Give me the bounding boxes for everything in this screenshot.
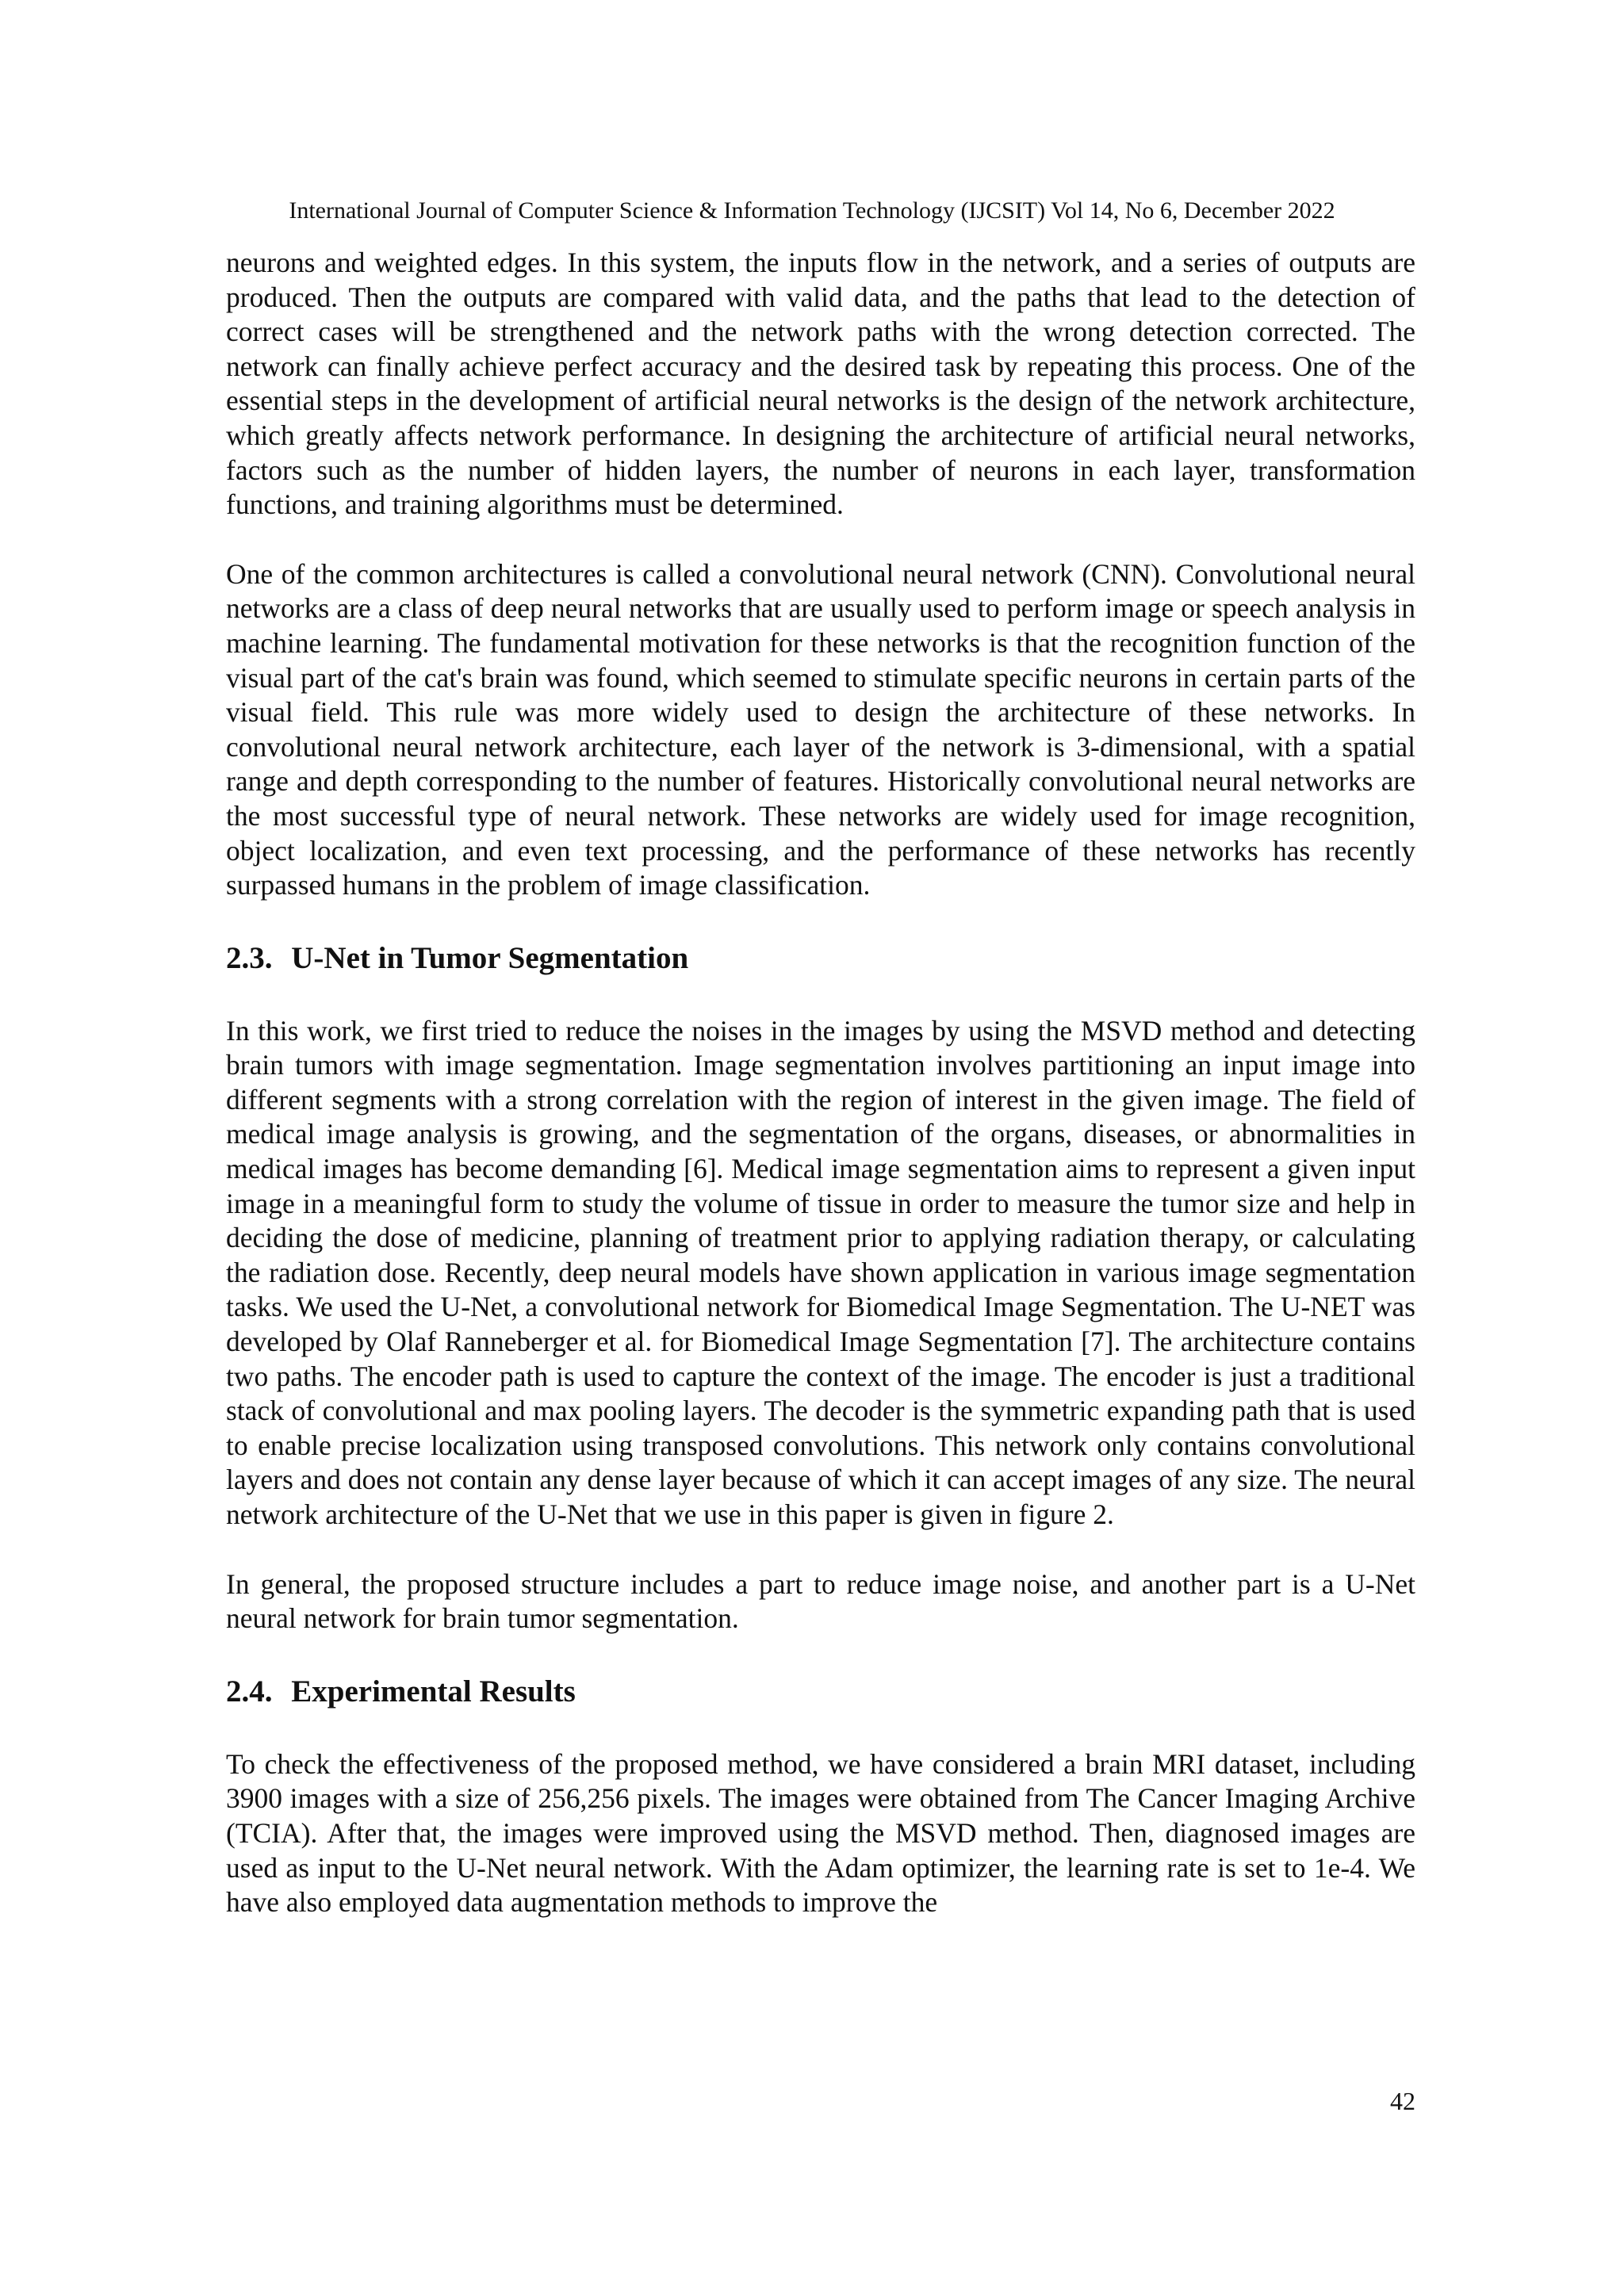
paragraph-cnn: One of the common architectures is called a convolutional neural network (CNN). Convolutional neural networks are a class of deep neural networks that are usually used to perform image or speech analysis in machine learning. The fundamental motivation for these networks is that the recognition function of the visual part of the cat's brain was found, which seemed to stimulate specific neurons in certain parts of the visual field. This rule was more widely used to design the architecture of these networks. In convolutional neural network architecture, each layer of the network is 3-dimensional, with a spatial range and depth corresponding to the number of features. Historically convolutional neural networks are the most successful type of neural network. These networks are widely used for image recognition, object localization, and even text processing, and the performance of these networks has recently surpassed humans in the problem of image classification. (226, 557, 1415, 901)
paragraph-ann-training: neurons and weighted edges. In this system, the inputs flow in the network, and a series of outputs are produced. Then the outputs are compared with valid data, and the paths that lead to the detection of correct cases will be strengthened and the network paths with the wrong detection corrected. The network can finally achieve perfect accuracy and the desired task by repeating this process. One of the essential steps in the development of artificial neural networks is the design of the network architecture, which greatly affects network performance. In designing the architecture of artificial neural networks, factors such as the number of hidden layers, the number of neurons in each layer, transformation functions, and training algorithms must be determined. (226, 247, 1415, 521)
page-body (226, 246, 1415, 1955)
paragraph-proposed-structure: In general, the proposed structure includes a part to reduce image noise, and another part is a U-Net neural network for brain tumor segmentation. (226, 1567, 1415, 1635)
page-number: 42 (1390, 2087, 1415, 2115)
section-heading-2-3 (226, 938, 1415, 978)
section-number: 2.3. (226, 940, 273, 975)
section-title: U-Net in Tumor Segmentation (291, 940, 689, 975)
section-title: Experimental Results (291, 1674, 576, 1709)
section-number: 2.4. (226, 1674, 273, 1709)
running-header: International Journal of Computer Science & Information Technology (IJCSIT) Vol 14, No 6, December 2022 (289, 197, 1335, 224)
paragraph-unet: In this work, we first tried to reduce the noises in the images by using the MSVD method and detecting brain tumors with image segmentation. Image segmentation involves partitioning an input image into different segments with a strong correlation with the region of interest in the given image. The field of medical image analysis is growing, and the segmentation of the organs, diseases, or abnormalities in medical images has become demanding [6]. Medical image segmentation aims to represent a given input image in a meaningful form to study the volume of tissue in order to measure the tumor size and help in deciding the dose of medicine, planning of treatment prior to applying radiation therapy, or calculating the radiation dose. Recently, deep neural models have shown application in various image segmentation tasks. We used the U-Net, a convolutional network for Biomedical Image Segmentation. The U-NET was developed by Olaf Ranneberger et al. for Biomedical Image Segmentation [7]. The architecture contains two paths. The encoder path is used to capture the context of the image. The encoder is just a traditional stack of convolutional and max pooling layers. The decoder is the symmetric expanding path that is used to enable precise localization using transposed convolutions. This network only contains convolutional layers and does not contain any dense layer because of which it can accept images of any size. The neural network architecture of the U-Net that we use in this paper is given in figure 2. (226, 1014, 1415, 1530)
paragraph-experimental-results: To check the effectiveness of the proposed method, we have considered a brain MRI dataset, including 3900 images with a size of 256,256 pixels. The images were obtained from The Cancer Imaging Archive (TCIA). After that, the images were improved using the MSVD method. Then, diagnosed images are used as input to the U-Net neural network. With the Adam optimizer, the learning rate is set to 1e-4. We have also employed data augmentation methods to improve the (226, 1747, 1415, 1919)
section-heading-2-4 (226, 1671, 1415, 1711)
